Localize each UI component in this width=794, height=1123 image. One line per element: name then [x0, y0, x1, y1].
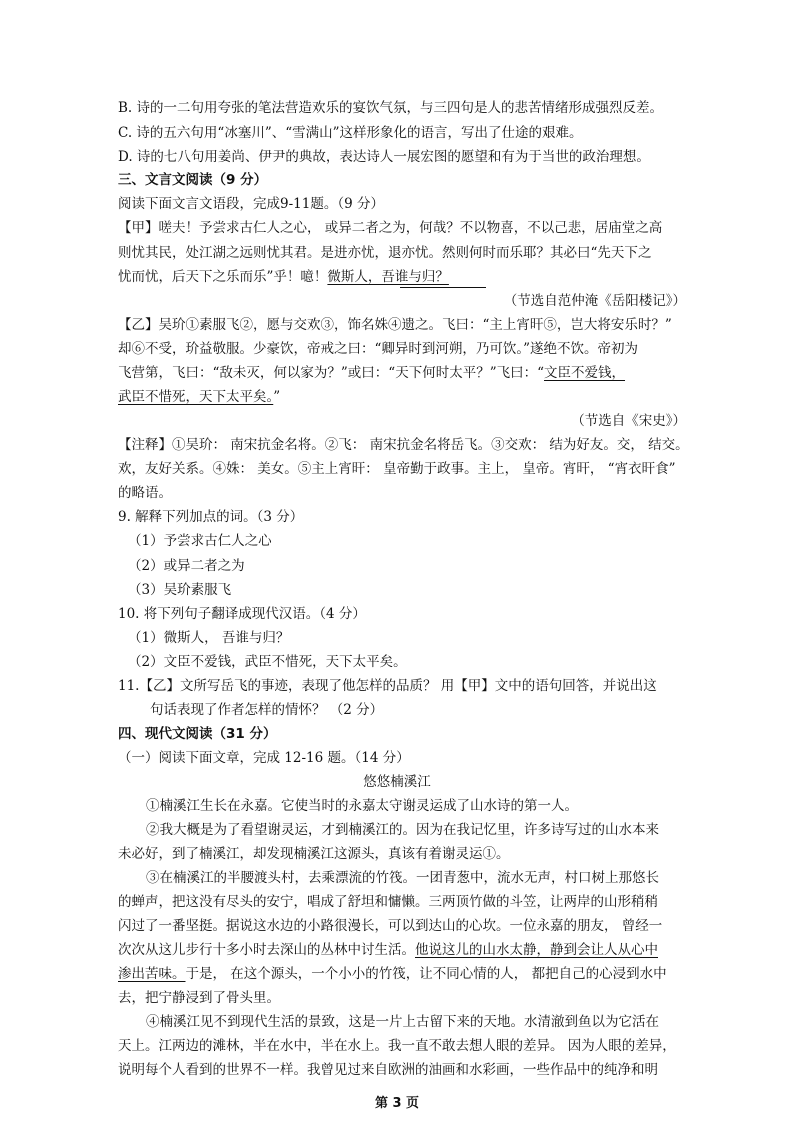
question-10-item: （2）文臣不爱钱，武臣不惜死，天下太平矣。 [128, 654, 407, 670]
passage-yi-line [118, 364, 625, 382]
question-9-item: （3）吴玠素服飞 [128, 582, 232, 598]
passage-jia-line [118, 268, 449, 286]
section-4-heading: 四、现代文阅读（31 分） [118, 726, 277, 742]
article-paragraph: 的蝉声，把这没有尽头的安宁，唱成了舒坦和慵懒。三两顶竹做的斗笠，让两岸的山形稍稍 [118, 894, 658, 910]
source-citation: （节选自范仲淹《岳阳楼记》） [503, 293, 686, 309]
passage-jia-line: 则忧其民，处江湖之远则忧其君。是进亦忧，退亦忧。然则何时而乐耶？其必曰“先天下之 [118, 245, 652, 261]
article-paragraph: 天上。江两边的滩林，半在水中，半在水上。我一直不敢去想人眼的差异。 因为人眼的差异， [118, 1038, 676, 1054]
instruction-text: 阅读下面文言文语段，完成9-11题。（9 分） [118, 196, 384, 212]
article-paragraph: 去，把宁静浸到了骨头里。 [118, 990, 280, 1006]
underlined-sentence: 文臣不爱钱， [544, 365, 626, 381]
option-d: D. 诗的七八句用姜尚、伊尹的典故，表达诗人一展宏图的愿望和有为于当世的政治理想。 [118, 149, 650, 165]
article-paragraph: 闪过了一番坚挺。据说这水边的小路很漫长，可以到达山的心坎。一位永嘉的朋友， 曾经一 [118, 918, 663, 934]
option-c: C. 诗的五六句用“冰塞川”、“雪满山”这样形象化的语言，写出了仕途的艰难。 [118, 125, 583, 141]
article-title: 悠悠楠溪江 [363, 774, 431, 790]
passage-yi-line: 【乙】吴玠①素服飞②，愿与交欢③，饰名姝④遗之。飞曰：“主上宵旰⑤，岂大将安乐时？” [118, 317, 672, 333]
annotation-line: 的略语。 [118, 485, 172, 501]
passage-jia-text: 忧而忧，后天下之乐而乐”乎！噫！ [118, 269, 328, 285]
underlined-sentence: 渗出苦味。 [118, 966, 186, 982]
question-11: 11.【乙】文所写岳飞的事迹，表现了他怎样的品质？ 用【甲】文中的语句回答，并说出这 [118, 678, 657, 694]
question-9: 9. 解释下列加点的词。（3 分） [118, 509, 304, 525]
article-paragraph: 渗出苦味。于是， 在这个源头，一个小小的竹筏，让不同心情的人， 都把自己的心浸到水中 [118, 966, 667, 982]
question-9-item: （2）或异二者之为 [128, 558, 245, 574]
annotation-line: 欢，友好关系。④姝： 美女。⑤主上宵旰： 皇帝勤于政事。主上， 皇帝。宵旰， “宵衣旰食” [118, 461, 676, 477]
reading-instruction: （一）阅读下面文章，完成 12-16 题。（14 分） [118, 750, 410, 766]
underlined-sentence: 微斯人，吾谁与归？ [327, 269, 449, 285]
article-paragraph: 次次从这儿步行十多小时去深山的丛林中讨生活。他说这儿的山水太静，静到会让人从心中 [118, 942, 658, 958]
article-paragraph: ③在楠溪江的半腰渡头村，去乘漂流的竹筏。一团青葱中，流水无声，村口树上那悠长 [146, 870, 659, 886]
source-citation: （节选自《宋史》） [571, 413, 686, 429]
article-paragraph: ①楠溪江生长在永嘉。它使当时的永嘉太守谢灵运成了山水诗的第一人。 [146, 798, 578, 814]
section-3-heading: 三、文言文阅读（9 分） [118, 172, 268, 188]
page-number: 第 3 页 [374, 1096, 420, 1111]
question-10-item: （1）微斯人， 吾谁与归？ [128, 630, 290, 646]
article-paragraph: 未必好，到了楠溪江，却发现楠溪江这源头，真该有着谢灵运①。 [118, 846, 510, 862]
passage-jia-line: 【甲】嗟夫！予尝求古仁人之心， 或异二者之为，何哉？不以物喜，不以己悲，居庙堂之高 [118, 220, 663, 236]
article-paragraph: ④楠溪江见不到现代生活的景致，这是一片上古留下来的天地。水清澈到鱼以为它活在 [146, 1014, 659, 1030]
question-10: 10. 将下列句子翻译成现代汉语。（4 分） [118, 606, 366, 622]
article-paragraph: ②我大概是为了看望谢灵运，才到楠溪江的。因为在我记忆里，许多诗写过的山水本来 [146, 822, 659, 838]
article-paragraph: 说明每个人看到的世界不一样。我曾见过来自欧洲的油画和水彩画，一些作品中的纯净和明 [118, 1062, 658, 1078]
passage-yi-line: 武臣不惜死，天下太平矣。” [118, 389, 281, 405]
passage-yi-text: 飞营第，飞曰：“敌未灭，何以家为？”或曰：“天下何时太平？”飞曰：“ [118, 365, 545, 381]
annotation-line: 【注释】①吴玠： 南宋抗金名将。②飞： 南宋抗金名将岳飞。③交欢： 结为好友。交， 结交。 [118, 437, 689, 453]
option-b: B. 诗的一二句用夸张的笔法营造欢乐的宴饮气氛，与三四句是人的悲苦情绪形成强烈反差。 [118, 100, 664, 116]
underlined-sentence: 他说这儿的山水太静，静到会让人从心中 [415, 942, 658, 958]
underlined-sentence: 武臣不惜死，天下太平矣。 [118, 389, 274, 405]
underline-rule [400, 287, 486, 288]
question-11-cont: 句话表现了作者怎样的情怀？ （2 分） [150, 702, 384, 718]
passage-yi-line: 却⑥不受，玠益敬服。少豪饮，帝戒之曰：“卿异时到河朔，乃可饮。”遂绝不饮。帝初为 [118, 341, 639, 357]
question-9-item: （1）予尝求古仁人之心 [128, 533, 272, 549]
